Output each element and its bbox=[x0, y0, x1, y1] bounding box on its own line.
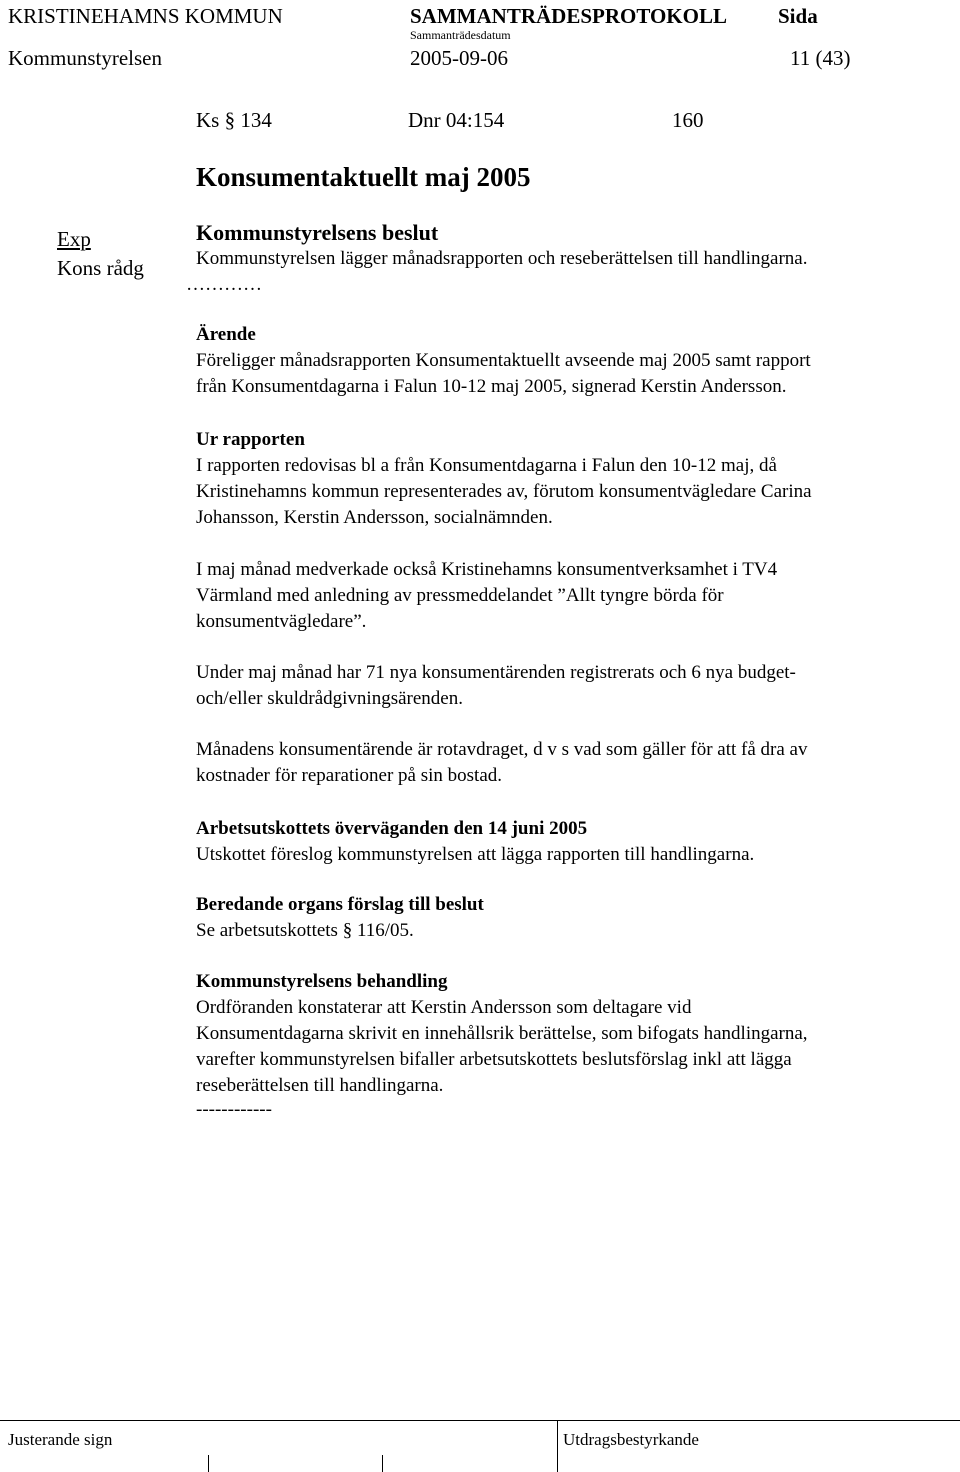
arende-line: Föreligger månadsrapporten Konsumentaktuellt avseende maj 2005 samt rapport bbox=[196, 350, 811, 371]
au-section bbox=[196, 816, 936, 868]
behandling-line: varefter kommunstyrelsen bifaller arbetsutskottets beslutsförslag inkl att lägga bbox=[196, 1049, 792, 1070]
org-name: KRISTINEHAMNS KOMMUN bbox=[8, 4, 283, 28]
meeting-date: 2005-09-06 bbox=[410, 46, 508, 70]
beredande-text: Se arbetsutskottets § 116/05. bbox=[196, 920, 414, 941]
decision-heading: Kommunstyrelsens beslut bbox=[196, 220, 439, 245]
rapport-p2-line: Värmland med anledning av pressmeddelandet ”Allt tyngre börda för bbox=[196, 585, 724, 606]
date-label: Sammanträdesdatum bbox=[410, 28, 511, 42]
arende-heading: Ärende bbox=[196, 324, 256, 345]
page-title: Konsumentaktuellt maj 2005 bbox=[196, 162, 531, 192]
document-type: SAMMANTRÄDESPROTOKOLL bbox=[410, 4, 727, 28]
decision-text: Kommunstyrelsen lägger månadsrapporten och reseberättelsen till handlingarna. bbox=[196, 248, 808, 269]
rapport-p1-line: Johansson, Kerstin Andersson, socialnämnden. bbox=[196, 507, 553, 528]
rapport-p4-line: kostnader för reparationer på sin bostad. bbox=[196, 765, 503, 786]
signature-box-divider bbox=[382, 1455, 383, 1472]
rapport-p1-line: I rapporten redovisas bl a från Konsumentdagarna i Falun den 10-12 maj, då bbox=[196, 455, 777, 476]
footer-divider bbox=[557, 1421, 558, 1472]
footer-rule bbox=[0, 1420, 960, 1421]
au-heading: Arbetsutskottets överväganden den 14 juni 2005 bbox=[196, 818, 588, 839]
rapport-p3-line: och/eller skuldrådgivningsärenden. bbox=[196, 688, 463, 709]
body-name: Kommunstyrelsen bbox=[8, 46, 162, 70]
decision-dots: ………… bbox=[186, 274, 262, 295]
margin-note-exp: Exp bbox=[57, 227, 91, 251]
rapport-p2 bbox=[196, 557, 936, 635]
behandling-line: Ordföranden konstaterar att Kerstin Andersson som deltagare vid bbox=[196, 997, 692, 1018]
rapport-p2-line: konsumentvägledare”. bbox=[196, 611, 367, 632]
rapport-p4-line: Månadens konsumentärende är rotavdraget, d v s vad som gäller för att få dra av bbox=[196, 739, 808, 760]
arende-section bbox=[196, 322, 936, 400]
rapport-p1-line: Kristinehamns kommun representerades av, förutom konsumentvägledare Carina bbox=[196, 481, 812, 502]
behandling-dashes: ------------ bbox=[196, 1099, 272, 1120]
footer-utdrag-label: Utdragsbestyrkande bbox=[563, 1430, 699, 1449]
beredande-section bbox=[196, 892, 936, 944]
signature-box-divider bbox=[208, 1455, 209, 1472]
page-label: Sida bbox=[778, 4, 818, 28]
behandling-section bbox=[196, 969, 936, 1121]
page-number: 11 (43) bbox=[790, 46, 851, 70]
rapport-section bbox=[196, 427, 936, 531]
behandling-line: reseberättelsen till handlingarna. bbox=[196, 1075, 444, 1096]
rapport-heading: Ur rapporten bbox=[196, 429, 305, 450]
beredande-heading: Beredande organs förslag till beslut bbox=[196, 894, 484, 915]
rapport-p3 bbox=[196, 660, 936, 712]
footer-justerande-label: Justerande sign bbox=[8, 1430, 113, 1449]
paragraph-number: Ks § 134 bbox=[196, 108, 272, 132]
rapport-p2-line: I maj månad medverkade också Kristinehamns konsumentverksamhet i TV4 bbox=[196, 559, 778, 580]
au-text: Utskottet föreslog kommunstyrelsen att lägga rapporten till handlingarna. bbox=[196, 844, 755, 865]
arende-line: från Konsumentdagarna i Falun 10-12 maj 2005, signerad Kerstin Andersson. bbox=[196, 376, 787, 397]
behandling-heading: Kommunstyrelsens behandling bbox=[196, 971, 448, 992]
margin-note-kons: Kons rådg bbox=[57, 256, 144, 280]
case-number: 160 bbox=[672, 108, 704, 132]
diary-number: Dnr 04:154 bbox=[408, 108, 505, 132]
rapport-p3-line: Under maj månad har 71 nya konsumentärenden registrerats och 6 nya budget- bbox=[196, 662, 796, 683]
behandling-line: Konsumentdagarna skrivit en innehållsrik berättelse, som bifogats handlingarna, bbox=[196, 1023, 808, 1044]
rapport-p4 bbox=[196, 737, 936, 789]
